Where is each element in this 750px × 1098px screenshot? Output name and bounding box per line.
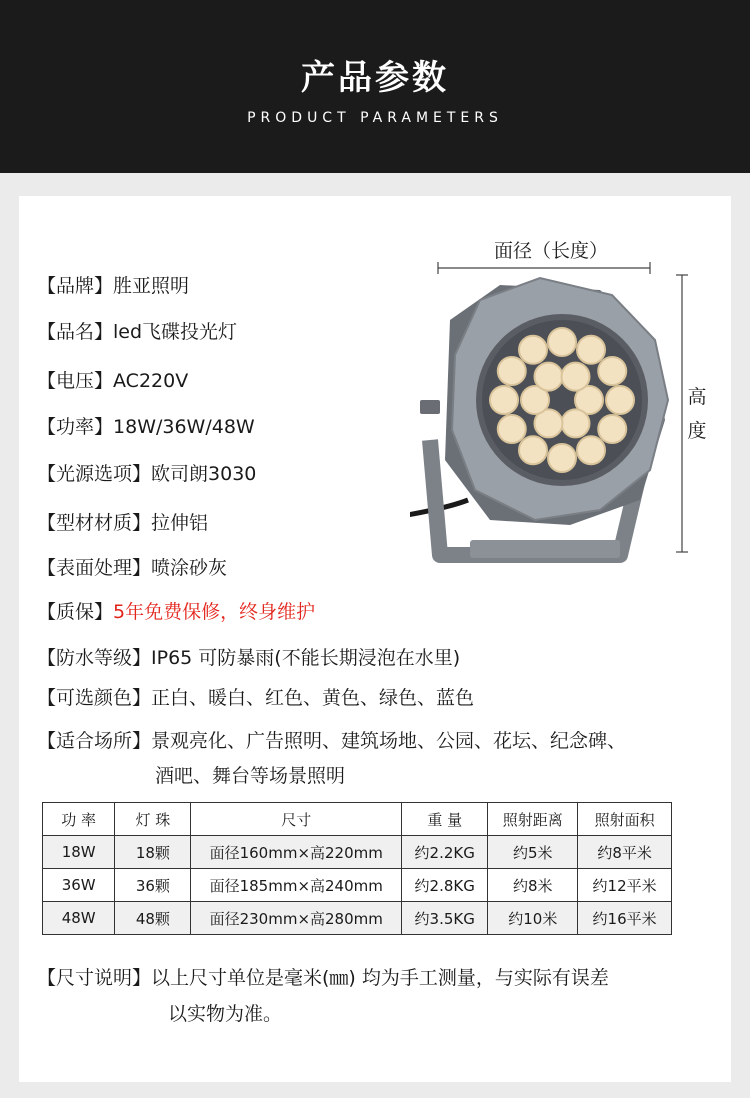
page-header: [0, 0, 750, 173]
table-cell: 36颗: [115, 869, 191, 902]
table-cell: 面径160mm×高220mm: [191, 836, 402, 869]
table-cell: 48W: [43, 902, 115, 935]
spec-value: 喷涂砂灰: [151, 557, 228, 579]
table-cell: 约2.2KG: [402, 836, 488, 869]
spec-value: 正白、暖白、红色、黄色、绿色、蓝色: [151, 687, 475, 709]
table-cell: 约2.8KG: [402, 869, 488, 902]
spec-material: [37, 510, 208, 536]
led-bead: [598, 357, 626, 385]
table-row: [43, 869, 672, 902]
spec-colors: [37, 685, 474, 711]
led-bead: [577, 336, 605, 364]
led-bead: [606, 386, 634, 414]
spec-value: 拉伸铝: [151, 512, 209, 534]
table-cell: 功 率: [43, 803, 115, 836]
note-line2: 以实物为准。: [168, 1003, 283, 1025]
table-cell: 18W: [43, 836, 115, 869]
spec-label: 【型材材质】: [37, 512, 152, 534]
spec-waterproof: [37, 645, 460, 671]
table-cell: 面径185mm×高240mm: [191, 869, 402, 902]
led-bead: [519, 436, 547, 464]
page-subtitle: PRODUCT PARAMETERS: [247, 110, 503, 126]
spec-value: 景观亮化、广告照明、建筑场地、公园、花坛、纪念碑、: [151, 730, 627, 752]
note-label: 【尺寸说明】: [37, 967, 152, 989]
spec-brand: [37, 273, 189, 299]
led-bead: [577, 436, 605, 464]
led-bead: [535, 363, 563, 391]
spec-applications-continued: 酒吧、舞台等场景照明: [155, 765, 346, 787]
spec-label: 【光源选项】: [37, 463, 152, 485]
spec-voltage: [37, 368, 188, 394]
spec-label: 【功率】: [37, 416, 114, 438]
spec-value: 18W/36W/48W: [113, 416, 255, 438]
parameters-table: [42, 802, 672, 935]
spec-light-source: [37, 461, 256, 487]
table-cell: 约16平米: [578, 902, 672, 935]
led-bead: [598, 415, 626, 443]
led-bead: [548, 328, 576, 356]
table-cell: 照射距离: [488, 803, 578, 836]
table-cell: 约12平米: [578, 869, 672, 902]
led-bead: [548, 444, 576, 472]
table-cell: 灯 珠: [115, 803, 191, 836]
led-bead: [498, 415, 526, 443]
table-cell: 约5米: [488, 836, 578, 869]
spec-label: 【可选颜色】: [37, 687, 152, 709]
page-title: 产品参数: [301, 58, 449, 98]
table-cell: 面径230mm×高280mm: [191, 902, 402, 935]
spec-value: 欧司朗3030: [151, 463, 257, 485]
spec-power: [37, 414, 255, 440]
width-label: 面径（长度）: [493, 240, 609, 262]
note-line1: 以上尺寸单位是毫米(㎜) 均为手工测量，与实际有误差: [151, 967, 609, 989]
floodlight-illustration: [410, 230, 710, 570]
table-cell: 约8米: [488, 869, 578, 902]
table-cell: 照射面积: [578, 803, 672, 836]
spec-value: 胜亚照明: [113, 275, 190, 297]
spec-applications: [37, 728, 626, 754]
spec-label: 【品名】: [37, 321, 114, 343]
spec-value: led飞碟投光灯: [113, 321, 238, 343]
table-cell: 尺寸: [191, 803, 402, 836]
led-bead: [562, 363, 590, 391]
spec-label: 【表面处理】: [37, 557, 152, 579]
spec-warranty: [37, 599, 315, 625]
spec-label: 【电压】: [37, 370, 114, 392]
height-label-2: 度: [687, 420, 707, 442]
led-bead: [490, 386, 518, 414]
table-row: [43, 836, 672, 869]
table-cell: 约8平米: [578, 836, 672, 869]
spec-label: 【防水等级】: [37, 647, 152, 669]
size-note: [37, 965, 609, 991]
height-label-1: 高: [687, 386, 707, 408]
table-cell: 约10米: [488, 902, 578, 935]
spec-value: 5年免费保修，终身维护: [113, 601, 316, 623]
table-cell: 重 量: [402, 803, 488, 836]
led-bead: [519, 336, 547, 364]
table-cell: 36W: [43, 869, 115, 902]
spec-value: IP65 可防暴雨(不能长期浸泡在水里): [151, 647, 461, 669]
table-cell: 18颗: [115, 836, 191, 869]
table-cell: 约3.5KG: [402, 902, 488, 935]
led-bead: [498, 357, 526, 385]
led-bead: [562, 409, 590, 437]
table-cell: 48颗: [115, 902, 191, 935]
table-row: [43, 902, 672, 935]
spec-label: 【质保】: [37, 601, 114, 623]
spec-value: AC220V: [113, 370, 189, 392]
spec-label: 【适合场所】: [37, 730, 152, 752]
spec-label: 【品牌】: [37, 275, 114, 297]
spec-product-name: [37, 319, 237, 345]
table-header-row: [43, 803, 672, 836]
spec-surface: [37, 555, 227, 581]
